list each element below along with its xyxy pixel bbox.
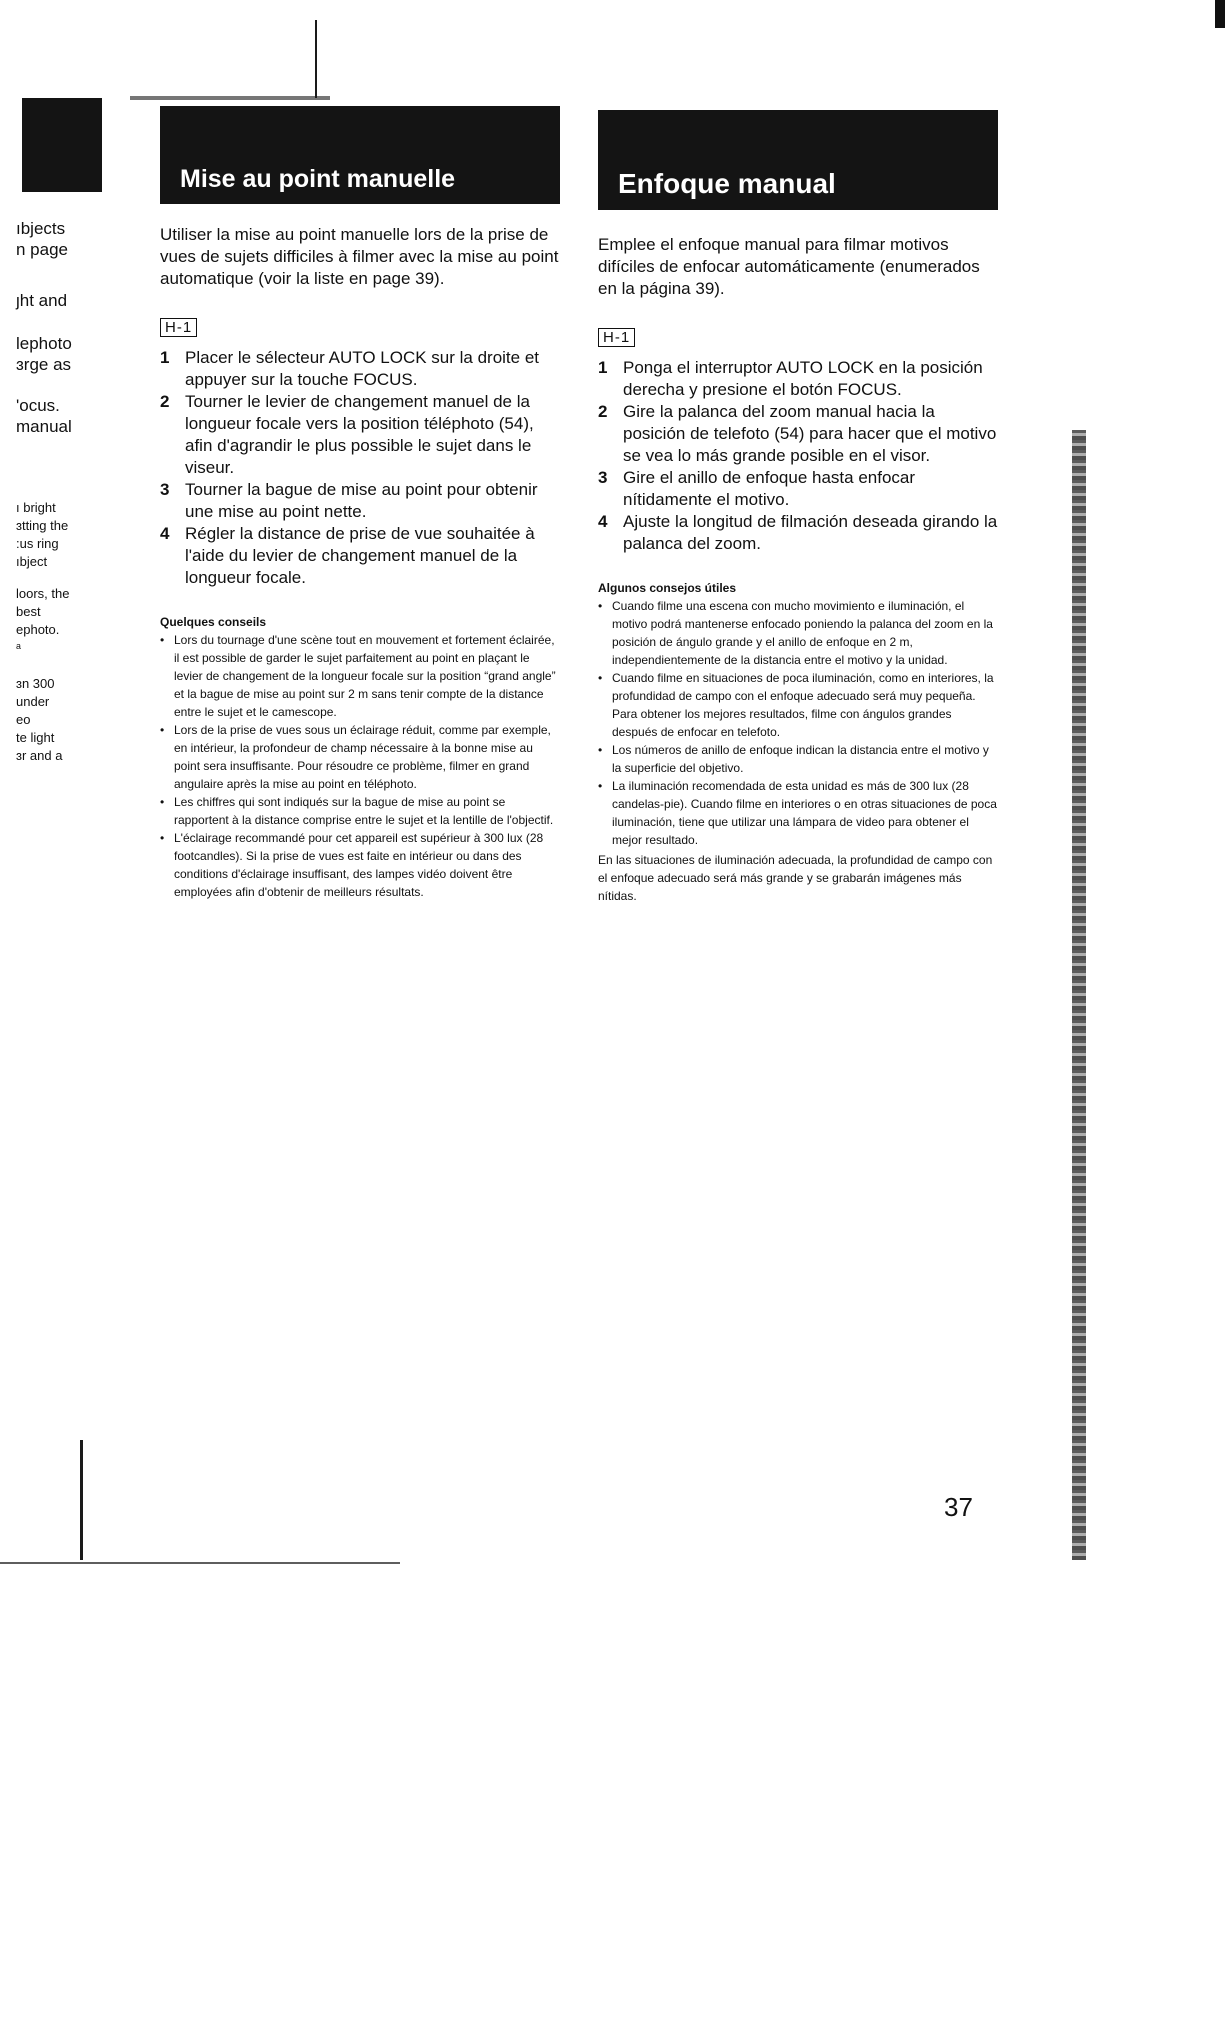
bullet-icon: •	[598, 743, 603, 757]
list-item: • Lors de la prise de vues sous un éclairage réduit, comme par exemple, en intérieur, la profondeur de champ nécessaire à la bonne mise au point sera insuffisante. Pour résoudre ce problème, filmer en grand angulaire après la mise au point en téléphoto.	[160, 723, 551, 791]
spanish-title-banner	[598, 110, 998, 210]
binding-line-top	[315, 20, 317, 98]
bullet-icon: •	[160, 831, 165, 845]
spanish-step-badge: H-1	[598, 328, 635, 347]
fragment-group: ı bright ɜtting the :us ring ıbject	[16, 500, 69, 569]
list-item: • Les chiffres qui sont indiqués sur la bague de mise au point se rapportent à la distance comprise entre le sujet et la lentille de l'objectif.	[160, 795, 554, 827]
fragment-group: ıbjects n page	[16, 219, 68, 259]
spanish-tips	[598, 597, 998, 849]
fragment-group: lephoto ɜrge as	[16, 334, 72, 374]
list-item: • Cuando filme en situaciones de poca iluminación, como en interiores, la profundidad de campo con el enfoque adecuado será muy pequeña. Para obtener los mejores resultados, filme con ángulos grandes después de enfocar en telefoto.	[598, 671, 994, 739]
list-item: 1 Ponga el interruptor AUTO LOCK en la posición derecha y presione el botón FOCUS.	[598, 358, 983, 399]
left-page-tab	[22, 98, 102, 192]
list-item: 4 Ajuste la longitud de filmación deseada girando la palanca del zoom.	[598, 512, 998, 553]
list-item: • L'éclairage recommandé pour cet appareil est supérieur à 300 lux (28 footcandles). Si la prise de vues est faite en intérieur ou dans des conditions d'éclairage insuffisant, des lampes vidéo doivent être employées afin d'obtenir de meilleurs résultats.	[160, 831, 544, 899]
french-title-banner	[160, 106, 560, 204]
french-steps	[160, 347, 560, 589]
left-page-fragments	[16, 218, 116, 795]
spanish-title: Enfoque manual	[618, 168, 836, 199]
spanish-column	[598, 110, 998, 905]
corner-mark	[1215, 0, 1225, 28]
binding-line-left	[80, 1440, 83, 1560]
list-item: 2 Gire la palanca del zoom manual hacia la posición de telefoto (54) para hacer que el motivo se vea lo más grande posible en el visor.	[598, 402, 997, 465]
right-page-edge	[1072, 430, 1086, 1560]
list-item: • Los números de anillo de enfoque indican la distancia entre el motivo y la superficie del objetivo.	[598, 743, 989, 775]
list-item: 2 Tourner le levier de changement manuel de la longueur focale vers la position téléphoto (54), afin d'agrandir le plus possible le sujet dans le viseur.	[160, 392, 534, 477]
list-item: • Lors du tournage d'une scène tout en mouvement et fortement éclairée, il est possible de garder le sujet parfaitement au point en plaçant le levier de changement de la longueur focale sur la position “grand angle” et la bague de mise au point sur 2 m sans tenir compte de la distance entre le sujet et le camescope.	[160, 633, 556, 719]
bullet-icon: •	[598, 599, 603, 613]
fragment-group: ȷht and	[16, 291, 68, 310]
bullet-icon: •	[160, 633, 165, 647]
french-step-badge: H-1	[160, 318, 197, 337]
spanish-tips-title: Algunos consejos útiles	[598, 581, 737, 595]
page-number: 37	[944, 1492, 973, 1522]
list-item: • Cuando filme una escena con mucho movimiento e iluminación, el motivo podrá mantenerse enfocado poniendo la palanca del zoom en la posición de ángulo grande y el anillo de enfoque en 2 m, independientemente de la distancia entre el motivo y la unidad.	[598, 599, 993, 667]
french-tips	[160, 631, 560, 901]
list-item: • La iluminación recomendada de esta unidad es más de 300 lux (28 candelas-pie). Cuando filme en interiores o en otras situaciones de poca iluminación, tiene que utilizar una lámpara de video para obtener el mejor resultado.	[598, 779, 997, 847]
spanish-intro: Emplee el enfoque manual para filmar motivos difíciles de enfocar automáticamente (enumerados en la página 39).	[598, 235, 980, 298]
french-tips-title: Quelques conseils	[160, 615, 267, 629]
bullet-icon: •	[160, 723, 165, 737]
list-item: 3 Gire el anillo de enfoque hasta enfocar nítidamente el motivo.	[598, 468, 916, 509]
french-title: Mise au point manuelle	[180, 165, 456, 193]
bullet-icon: •	[598, 779, 603, 793]
fragment-group: 'ocus. manual	[16, 396, 72, 436]
scan-band-top	[130, 96, 330, 100]
fragment-group: ɜn 300 under eo te light ɜr and a	[16, 676, 63, 763]
spanish-tips-continuation: En las situaciones de iluminación adecuada, la profundidad de campo con el enfoque adecuado será más grande y se grabarán imágenes más nítidas.	[598, 853, 993, 903]
french-intro: Utiliser la mise au point manuelle lors de la prise de vues de sujets difficiles à filmer avec la mise au point automatique (voir la liste en page 39).	[160, 225, 559, 288]
bottom-edge-line	[0, 1562, 400, 1564]
bullet-icon: •	[160, 795, 165, 809]
spanish-steps	[598, 357, 998, 555]
list-item: 1 Placer le sélecteur AUTO LOCK sur la droite et appuyer sur la touche FOCUS.	[160, 348, 540, 389]
bullet-icon: •	[598, 671, 603, 685]
fragment-group: loors, the best ephoto. ᵃ	[16, 586, 70, 655]
list-item: 4 Régler la distance de prise de vue souhaitée à l'aide du levier de changement manuel de la longueur focale.	[160, 524, 535, 587]
french-column	[160, 106, 560, 901]
list-item: 3 Tourner la bague de mise au point pour obtenir une mise au point nette.	[160, 480, 538, 521]
